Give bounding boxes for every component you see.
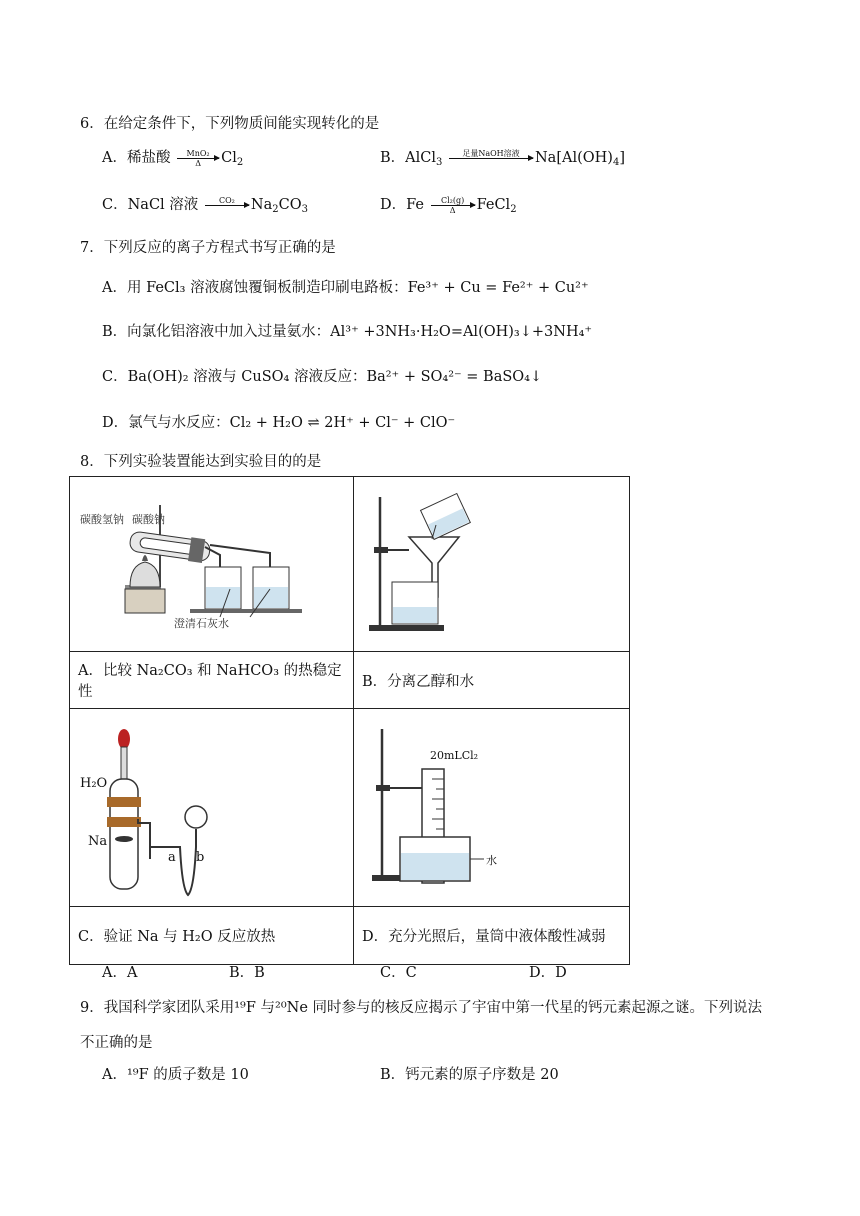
- outer-test-tube: [129, 529, 212, 564]
- q8-option-c[interactable]: C．C: [380, 965, 417, 981]
- reaction-arrow: 足量NaOH溶液: [449, 149, 533, 168]
- bench: [190, 609, 302, 613]
- label-limewater: 澄清石灰水: [174, 617, 229, 630]
- wooden-block: [125, 589, 165, 613]
- reactant: NaCl 溶液: [127, 197, 199, 213]
- q7-option-a[interactable]: A．用 FeCl₃ 溶液腐蚀覆铜板制造印刷电路板：Fe³⁺ + Cu = Fe²⁺ + Cu²⁺: [102, 280, 589, 296]
- label-cl2-volume: 20mLCl₂: [430, 749, 479, 762]
- q9-stem-line1: 9．我国科学家团队采用¹⁹F 与²⁰Ne 同时参与的核反应揭示了宇宙中第一代星的钙元素起源之谜。下列说法: [80, 1000, 763, 1016]
- bulb: [185, 806, 207, 828]
- q6-option-a[interactable]: A．稀盐酸 MnO₂ Δ $Cl_2$: [102, 148, 244, 168]
- apparatus-b: [354, 477, 629, 647]
- clamp: [376, 785, 390, 791]
- label-water: 水: [486, 854, 497, 867]
- q9-option-b[interactable]: B．钙元素的原子序数是 20: [380, 1067, 559, 1083]
- apparatus-a: [70, 477, 353, 647]
- reactant: AlCl: [405, 150, 436, 166]
- sodium-piece: [115, 836, 133, 842]
- label-a: a: [168, 850, 176, 865]
- figure-d-cell: [354, 709, 630, 907]
- q8-option-b[interactable]: B．B: [229, 965, 265, 981]
- product: Na: [250, 197, 273, 213]
- receiving-beaker: [392, 582, 438, 624]
- dropper-bulb: [118, 729, 130, 749]
- label-na: Na: [88, 834, 108, 849]
- q8-option-a[interactable]: A．A: [102, 965, 138, 981]
- pouring-beaker: [421, 494, 471, 540]
- figure-a-cell: [70, 477, 354, 652]
- q7-option-b[interactable]: B．向氯化铝溶液中加入过量氨水：Al³⁺ +3NH₃·H₂O=Al(OH)₃↓+3NH₄⁺: [102, 324, 593, 340]
- water-level: [401, 853, 469, 880]
- reactant: Fe: [406, 197, 424, 213]
- option-label: B．: [380, 150, 406, 166]
- q6-option-b[interactable]: B．AlCl$_3$ 足量NaOH溶液 $Na[Al(OH)_4]$: [380, 148, 625, 168]
- label-na2co3: 碳酸钠: [132, 513, 165, 526]
- q7-stem: 7．下列反应的离子方程式书写正确的是: [80, 240, 336, 256]
- stopper: [107, 797, 141, 807]
- beaker-left: [205, 567, 241, 609]
- q9-option-a[interactable]: A．¹⁹F 的质子数是 10: [102, 1067, 249, 1083]
- beaker-right: [253, 567, 289, 609]
- q7-option-d[interactable]: D．氯气与水反应：Cl₂ + H₂O ⇌ 2H⁺ + Cl⁻ + ClO⁻: [102, 415, 456, 431]
- product: Cl: [221, 150, 237, 166]
- option-label: D．: [380, 197, 407, 213]
- q6-option-c[interactable]: C．NaCl 溶液 CO₂ $Na_2CO_3$: [102, 195, 308, 215]
- q9-stem-line2: 不正确的是: [80, 1035, 153, 1051]
- option-label: C．: [102, 197, 128, 213]
- reaction-arrow: $\frac{\text{Cl₂(g)}}{\Delta}$: [431, 196, 475, 215]
- apparatus-c: [70, 709, 353, 902]
- stand-base: [369, 625, 444, 631]
- q8-stem: 8．下列实验装置能达到实验目的的是: [80, 454, 322, 470]
- caption-d: D．充分光照后，量筒中液体酸性减弱: [354, 907, 630, 965]
- clamp: [374, 547, 388, 553]
- flame: [142, 555, 148, 561]
- product: Na[Al(OH): [534, 150, 613, 166]
- label-nahco3: 碳酸氢钠: [80, 513, 124, 526]
- reaction-arrow: MnO₂ Δ: [177, 149, 219, 168]
- dropper-tube: [121, 747, 127, 779]
- alcohol-lamp: [130, 562, 160, 587]
- q8-figure-table: [69, 476, 630, 965]
- product: FeCl: [476, 197, 511, 213]
- q8-option-d[interactable]: D．D: [529, 965, 567, 981]
- label-h2o: H₂O: [80, 776, 108, 791]
- test-tube: [110, 779, 138, 889]
- label-b: b: [196, 850, 205, 865]
- q7-option-c[interactable]: C．Ba(OH)₂ 溶液与 CuSO₄ 溶液反应：Ba²⁺ + SO₄²⁻ = BaSO₄↓: [102, 369, 543, 385]
- reactant: 稀盐酸: [126, 150, 171, 166]
- apparatus-d: [354, 709, 629, 902]
- reaction-arrow: CO₂: [205, 196, 249, 215]
- option-label: A．: [102, 150, 127, 166]
- stopper: [107, 817, 141, 827]
- caption-b: B．分离乙醇和水: [354, 652, 630, 709]
- caption-c: C．验证 Na 与 H₂O 反应放热: [70, 907, 354, 965]
- q6-option-d[interactable]: D．Fe $\frac{\text{Cl₂(g)}}{\Delta}$ FeCl$_2$: [380, 195, 517, 215]
- figure-c-cell: [70, 709, 354, 907]
- q6-stem: 6．在给定条件下，下列物质间能实现转化的是: [80, 116, 380, 132]
- figure-b-cell: [354, 477, 630, 652]
- caption-a: A．比较 Na₂CO₃ 和 NaHCO₃ 的热稳定性: [70, 652, 354, 709]
